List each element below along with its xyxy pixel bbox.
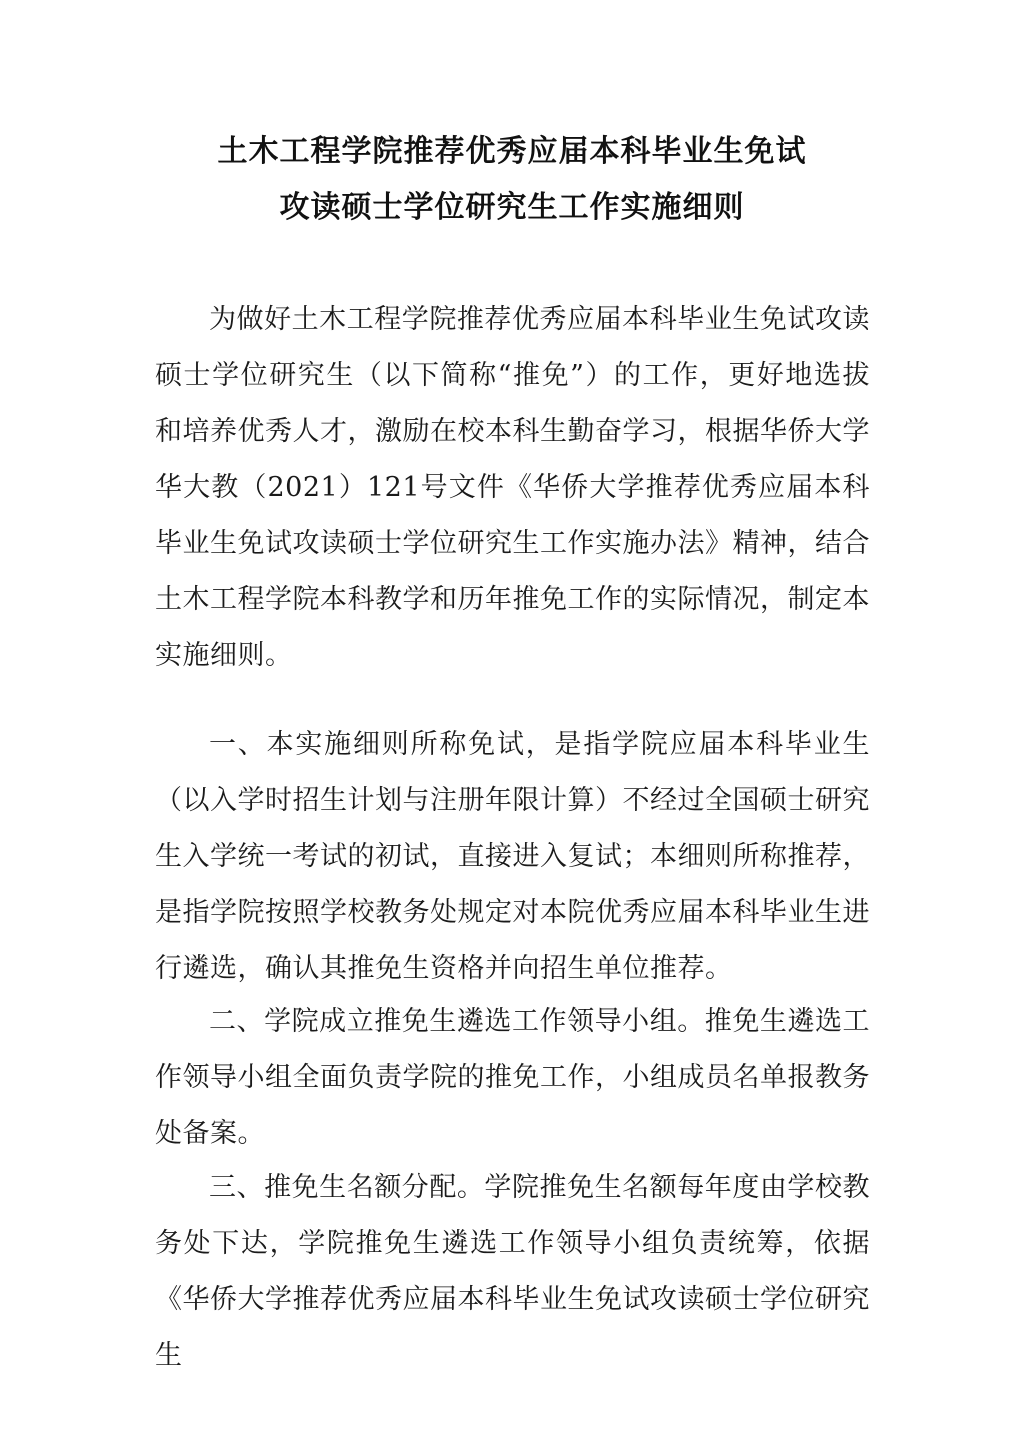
section-one-paragraph: 一、本实施细则所称免试，是指学院应届本科毕业生（以入学时招生计划与注册年限计算）不经过全国硕士研究生入学统一考试的初试，直接进入复试；本细则所称推荐，是指学院按照学校教务处规定对本院优秀应届本科毕业生进行遴选，确认其推免生资格并向招生单位推荐。 xyxy=(155,729,870,984)
intro-paragraph: 为做好土木工程学院推荐优秀应届本科毕业生免试攻读硕士学位研究生（以下简称“推免”）的工作，更好地选拔和培养优秀人才，激励在校本科生勤奋学习，根据华侨大学华大教（2021）121号文件《华侨大学推荐优秀应届本科毕业生免试攻读硕士学位研究生工作实施办法》精神，结合土木工程学院本科教学和历年推免工作的实际情况，制定本实施细则。 xyxy=(155,304,870,671)
document-title-line-2: 攻读硕士学位研究生工作实施细则 xyxy=(279,190,745,225)
section-two-paragraph: 二、学院成立推免生遴选工作领导小组。推免生遴选工作领导小组全面负责学院的推免工作，小组成员名单报教务处备案。 xyxy=(155,1006,870,1149)
section-three-paragraph: 三、推免生名额分配。学院推免生名额每年度由学校教务处下达，学院推免生遴选工作领导小组负责统筹，依据《华侨大学推荐优秀应届本科毕业生免试攻读硕士学位研究生 xyxy=(155,1172,870,1371)
document-title-line-1: 土木工程学院推荐优秀应届本科毕业生免试 xyxy=(217,134,807,169)
